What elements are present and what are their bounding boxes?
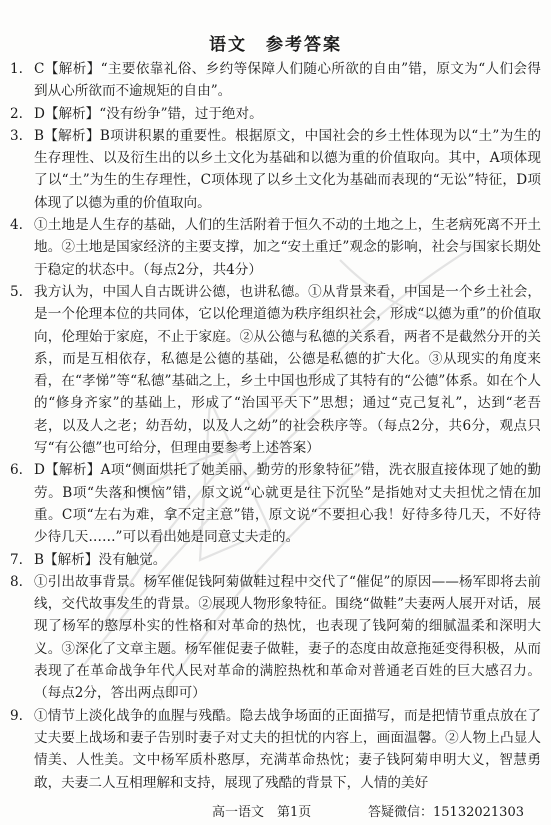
answer-item-2 xyxy=(10,103,541,125)
item-number: 3. xyxy=(10,127,23,144)
item-text: B【解析】没有触觉。 xyxy=(34,551,167,568)
item-number: 1. xyxy=(10,61,23,77)
answer-item-9 xyxy=(10,705,541,794)
item-text: D【解析】“没有纷争”错，过于绝对。 xyxy=(34,105,263,122)
answer-item-6 xyxy=(10,459,541,548)
item-text: B【解析】B项讲积累的重要性。根据原文，中国社会的乡土性体现为以“土”为生的生存理性、以及衍生出的以乡土文化为基础和以德为重的价值取向。其中，A项体现了以“土”为生的生存理性，C项体现了以乡土文化为基础而表现的“无讼”特征，D项体现了以德为重的价值取向。 xyxy=(34,127,541,211)
item-number: 2. xyxy=(10,105,23,122)
item-text: ①引出故事背景。杨军催促钱阿菊做鞋过程中交代了“催促”的原因——杨军即将去前线，交代故事发生的背景。②展现人物形象特征。围绕“做鞋”夫妻两人展开对话，展现了杨军的憨厚朴实的性格和对革命的热忱，也表现了钱阿菊的细腻温柔和深明大义。③深化了文章主题。杨军催促妻子做鞋，妻子的态度由故意拖延变得积极，从而表现了在革命战争年代人民对革命的满腔热枕和革命对普通老百姓的巨大感召力。（每点2分，答出两点即可） xyxy=(34,573,541,702)
page-number: 高一语文 第1页 xyxy=(212,805,312,820)
item-text: ①情节上淡化战争的血腥与残酷。隐去战争场面的正面描写，而是把情节重点放在了丈夫要上战场和妻子告别时妻子对丈夫的担忧的内容上，画面温馨。②人物上凸显人情美、人性美。文中杨军质朴憨厚，充满革命热忱；妻子钱阿菊申明大义，智慧勇敢，夫妻二人互相理解和支持，展现了残酷的背景下，人情的美好 xyxy=(34,707,541,791)
item-text: C【解析】“主要依靠礼俗、乡约等保障人们随心所欲的自由”错，原文为“人们会得到从心所欲而不逾规矩的自由”。 xyxy=(34,61,541,100)
item-number: 4. xyxy=(10,217,23,234)
item-number: 8. xyxy=(10,573,23,590)
item-text: ①土地是人生存的基础，人们的生活附着于恒久不动的土地之上，生老病死离不开土地。②土地是国家经济的主要支撑，加之“安土重迁”观念的影响，社会与国家长期处于稳定的状态中。（每点2分，共4分） xyxy=(34,217,541,278)
answer-item-4 xyxy=(10,214,541,281)
item-number: 9. xyxy=(10,707,23,724)
answer-item-1 xyxy=(10,58,541,103)
answer-item-8 xyxy=(10,571,541,705)
item-number: 6. xyxy=(10,462,23,479)
page-title: 语文 参考答案 xyxy=(209,35,342,55)
item-number: 5. xyxy=(10,283,23,300)
contact-info: 答疑微信：15132021303 xyxy=(368,805,524,820)
answer-item-5 xyxy=(10,281,541,459)
item-number: 7. xyxy=(10,551,23,568)
answer-list xyxy=(10,58,541,794)
item-text: 我方认为，中国人自古既讲公德，也讲私德。①从背景来看，中国是一个乡土社会，是一个伦理本位的共同体，它以伦理道德为秩序组织社会，形成“以德为重”的价值取向，伦理始于家庭，不止于家庭。②从公德与私德的关系看，两者不是截然分开的关系，而是互相依存，私德是公德的基础，公德是私德的扩大化。③从现实的角度来看，在“孝悌”等“私德”基础之上，乡土中国也形成了其特有的“公德”体系。如在个人的“修身齐家”的基础上，形成了“治国平天下”思想；通过“克己复礼”，达到“老吾老，以及人之老；幼吾幼，以及人之幼”的社会秩序等。（每点2分，共6分，观点只写“有公德”也可给分，但理由要参考上述答案） xyxy=(34,283,541,457)
item-text: D【解析】A项“侧面烘托了她美丽、勤劳的形象特征”错，洗衣服直接体现了她的勤劳。B项“失落和懊恼”错，原文说“心就更是往下沉坠”是指她对丈夫担忧之情在加重。C项“左右为难，拿不定主意”错，原文说“不要担心我！好待多待几天，不好待少待几天……”可以看出她是同意丈夫走的。 xyxy=(34,462,541,546)
answer-item-3 xyxy=(10,125,541,214)
answer-item-7 xyxy=(10,549,541,571)
page-footer xyxy=(0,801,551,821)
